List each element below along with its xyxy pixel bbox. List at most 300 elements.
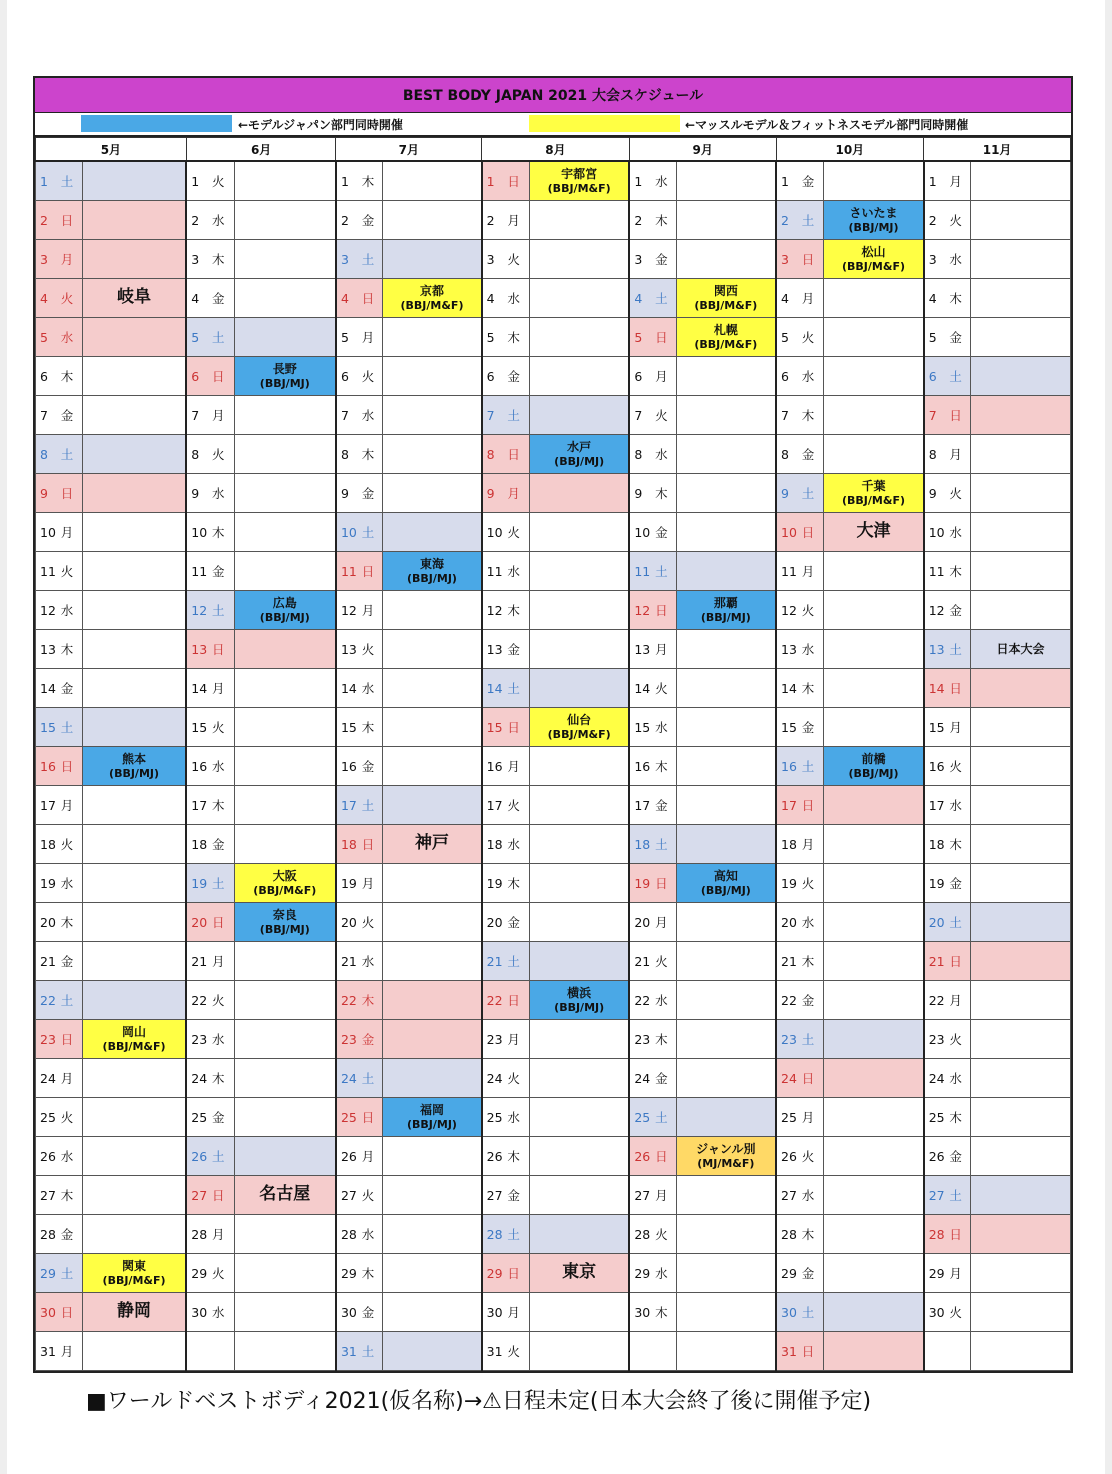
day-number: 2 xyxy=(191,213,200,228)
date-cell xyxy=(629,630,676,669)
date-cell xyxy=(36,161,83,201)
weekday-label: 土 xyxy=(60,720,74,735)
weekday-label: 土 xyxy=(211,330,225,345)
weekday-label: 木 xyxy=(655,759,668,774)
weekday-label: 火 xyxy=(211,174,225,189)
weekday-label: 水 xyxy=(655,1266,668,1281)
event-division: (BBJ/MJ) xyxy=(259,610,310,624)
weekday-label: 土 xyxy=(60,174,74,189)
event-name: 奈良 xyxy=(272,907,297,922)
event-cell xyxy=(234,240,336,279)
date-cell xyxy=(186,903,234,942)
day-number: 12 xyxy=(486,603,503,618)
weekday-label: 木 xyxy=(949,1110,962,1125)
weekday-label: 金 xyxy=(801,174,815,189)
day-number: 16 xyxy=(928,759,945,774)
weekday-label: 月 xyxy=(361,330,375,345)
date-cell xyxy=(186,240,234,279)
day-number: 25 xyxy=(634,1110,651,1125)
event-name: 高知 xyxy=(713,868,738,883)
day-number: 29 xyxy=(191,1266,208,1281)
date-cell xyxy=(776,1254,824,1293)
weekday-label: 月 xyxy=(655,642,668,657)
date-cell xyxy=(482,708,530,747)
event-cell xyxy=(383,474,482,513)
event-cell xyxy=(82,435,186,474)
empty-cell xyxy=(629,1332,676,1371)
day-number: 18 xyxy=(340,837,357,852)
date-cell xyxy=(924,396,971,435)
date-cell xyxy=(336,981,383,1020)
day-number: 14 xyxy=(486,681,503,696)
weekday-label: 火 xyxy=(60,291,74,306)
weekday-label: 水 xyxy=(211,1032,225,1047)
weekday-label: 日 xyxy=(60,1032,74,1047)
date-cell xyxy=(924,864,971,903)
event-division: (BBJ/M&F) xyxy=(694,337,758,351)
date-cell xyxy=(336,1254,383,1293)
day-number: 4 xyxy=(486,291,495,306)
event-cell xyxy=(234,201,336,240)
event-name: 関西 xyxy=(713,283,738,298)
event-cell xyxy=(82,396,186,435)
weekday-label: 金 xyxy=(211,291,225,306)
date-cell xyxy=(776,435,824,474)
weekday-label: 土 xyxy=(361,798,375,813)
event-cell xyxy=(530,201,630,240)
day-number: 26 xyxy=(40,1149,56,1164)
day-number: 1 xyxy=(486,174,495,189)
date-cell xyxy=(482,903,530,942)
weekday-label: 火 xyxy=(60,837,74,852)
day-number: 24 xyxy=(40,1071,56,1086)
date-cell xyxy=(336,161,383,201)
day-number: 7 xyxy=(928,408,937,423)
event-cell xyxy=(234,396,336,435)
date-cell xyxy=(482,435,530,474)
event-cell xyxy=(676,201,776,240)
event-cell xyxy=(530,1254,630,1293)
date-cell xyxy=(924,552,971,591)
date-cell xyxy=(776,1293,824,1332)
weekday-label: 日 xyxy=(507,1266,520,1281)
day-number: 24 xyxy=(340,1071,357,1086)
weekday-label: 月 xyxy=(655,915,668,930)
weekday-label: 木 xyxy=(949,564,962,579)
date-cell xyxy=(36,825,83,864)
day-number: 21 xyxy=(340,954,357,969)
date-cell xyxy=(776,513,824,552)
event-cell xyxy=(82,552,186,591)
event-cell xyxy=(82,357,186,396)
event-division: (BBJ/MJ) xyxy=(554,454,605,468)
date-cell xyxy=(776,981,824,1020)
day-number: 26 xyxy=(781,1149,797,1164)
event-cell xyxy=(971,708,1071,747)
event-cell xyxy=(676,240,776,279)
date-cell xyxy=(629,357,676,396)
event-cell xyxy=(234,1293,336,1332)
event-cell xyxy=(530,161,630,201)
date-cell xyxy=(482,669,530,708)
table-row xyxy=(36,864,1071,903)
day-number: 13 xyxy=(40,642,56,657)
weekday-label: 日 xyxy=(60,486,74,501)
day-number: 27 xyxy=(340,1188,357,1203)
date-cell xyxy=(36,357,83,396)
weekday-label: 日 xyxy=(655,603,668,618)
date-cell xyxy=(36,279,83,318)
weekday-label: 火 xyxy=(801,876,815,891)
event-cell xyxy=(383,318,482,357)
date-cell xyxy=(36,864,83,903)
weekday-label: 土 xyxy=(507,954,520,969)
date-cell xyxy=(186,942,234,981)
event-cell xyxy=(530,1293,630,1332)
date-cell xyxy=(924,1293,971,1332)
day-number: 7 xyxy=(40,408,48,423)
day-number: 3 xyxy=(486,252,495,267)
day-number: 1 xyxy=(634,174,643,189)
event-name: 静岡 xyxy=(117,1301,152,1322)
weekday-label: 月 xyxy=(60,798,74,813)
day-number: 20 xyxy=(486,915,503,930)
day-number: 8 xyxy=(781,447,789,462)
day-number: 6 xyxy=(781,369,789,384)
event-cell xyxy=(383,161,482,201)
event-cell xyxy=(530,942,630,981)
weekday-label: 金 xyxy=(655,252,668,267)
schedule-sheet xyxy=(33,76,1073,1373)
day-number: 2 xyxy=(486,213,495,228)
table-row xyxy=(36,435,1071,474)
day-number: 3 xyxy=(634,252,643,267)
date-cell xyxy=(924,1059,971,1098)
date-cell xyxy=(482,1059,530,1098)
weekday-label: 日 xyxy=(211,642,225,657)
day-number: 25 xyxy=(928,1110,945,1125)
day-number: 29 xyxy=(40,1266,56,1281)
weekday-label: 月 xyxy=(507,213,520,228)
event-division: (BBJ/MJ) xyxy=(848,220,899,234)
event-cell xyxy=(971,1215,1071,1254)
weekday-label: 木 xyxy=(801,1227,815,1242)
date-cell xyxy=(776,357,824,396)
day-number: 8 xyxy=(486,447,495,462)
table-row xyxy=(36,1059,1071,1098)
date-cell xyxy=(482,1176,530,1215)
date-cell xyxy=(36,1176,83,1215)
schedule-table xyxy=(35,137,1071,1371)
date-cell xyxy=(776,591,824,630)
day-number: 21 xyxy=(40,954,56,969)
date-cell xyxy=(776,1059,824,1098)
weekday-label: 水 xyxy=(949,798,962,813)
table-row xyxy=(36,708,1071,747)
weekday-label: 金 xyxy=(361,1032,375,1047)
weekday-label: 月 xyxy=(801,837,815,852)
day-number: 16 xyxy=(340,759,357,774)
weekday-label: 日 xyxy=(211,1188,225,1203)
day-number: 28 xyxy=(781,1227,797,1242)
day-number: 30 xyxy=(634,1305,651,1320)
weekday-label: 土 xyxy=(361,252,375,267)
event-cell xyxy=(383,786,482,825)
weekday-label: 日 xyxy=(60,1305,74,1320)
table-row xyxy=(36,240,1071,279)
day-number: 27 xyxy=(486,1188,503,1203)
day-number: 11 xyxy=(634,564,651,579)
day-number: 7 xyxy=(781,408,789,423)
event-cell xyxy=(383,669,482,708)
weekday-label: 水 xyxy=(801,915,815,930)
day-number: 12 xyxy=(634,603,651,618)
weekday-label: 木 xyxy=(507,876,520,891)
weekday-label: 日 xyxy=(655,876,668,891)
weekday-label: 金 xyxy=(949,330,962,345)
event-name: 東京 xyxy=(562,1262,597,1283)
empty-cell xyxy=(971,1332,1071,1371)
event-cell xyxy=(383,630,482,669)
table-row xyxy=(36,1098,1071,1137)
month-header: 11月 xyxy=(924,138,1071,162)
weekday-label: 月 xyxy=(801,291,815,306)
weekday-label: 金 xyxy=(361,486,375,501)
event-cell xyxy=(383,1215,482,1254)
day-number: 4 xyxy=(340,291,349,306)
weekday-label: 土 xyxy=(949,642,962,657)
day-number: 25 xyxy=(191,1110,208,1125)
day-number: 19 xyxy=(928,876,945,891)
weekday-label: 金 xyxy=(60,681,74,696)
event-cell xyxy=(676,630,776,669)
weekday-label: 月 xyxy=(211,681,225,696)
weekday-label: 月 xyxy=(361,1149,375,1164)
date-cell xyxy=(36,396,83,435)
date-cell xyxy=(186,279,234,318)
day-number: 24 xyxy=(634,1071,651,1086)
day-number: 19 xyxy=(486,876,503,891)
weekday-label: 水 xyxy=(655,447,668,462)
day-number: 28 xyxy=(40,1227,56,1242)
event-cell xyxy=(234,1098,336,1137)
date-cell xyxy=(776,1098,824,1137)
weekday-label: 土 xyxy=(655,291,668,306)
event-cell xyxy=(530,552,630,591)
date-cell xyxy=(924,279,971,318)
day-number: 26 xyxy=(191,1149,208,1164)
weekday-label: 火 xyxy=(801,1149,815,1164)
day-number: 23 xyxy=(40,1032,56,1047)
weekday-label: 火 xyxy=(361,642,375,657)
weekday-label: 金 xyxy=(211,837,225,852)
weekday-label: 月 xyxy=(949,720,962,735)
weekday-label: 月 xyxy=(60,1344,74,1359)
table-row xyxy=(36,1020,1071,1059)
event-cell xyxy=(676,747,776,786)
date-cell xyxy=(482,981,530,1020)
date-cell xyxy=(336,201,383,240)
day-number: 2 xyxy=(340,213,349,228)
day-number: 9 xyxy=(634,486,643,501)
date-cell xyxy=(36,552,83,591)
event-cell xyxy=(971,513,1071,552)
day-number: 1 xyxy=(191,174,200,189)
date-cell xyxy=(629,1137,676,1176)
date-cell xyxy=(482,201,530,240)
date-cell xyxy=(776,786,824,825)
event-cell xyxy=(824,1137,924,1176)
event-cell xyxy=(82,240,186,279)
date-cell xyxy=(36,747,83,786)
day-number: 27 xyxy=(191,1188,208,1203)
date-cell xyxy=(186,1098,234,1137)
weekday-label: 水 xyxy=(60,603,74,618)
weekday-label: 土 xyxy=(801,1032,815,1047)
event-cell xyxy=(971,357,1071,396)
event-cell xyxy=(971,981,1071,1020)
day-number: 5 xyxy=(634,330,643,345)
table-row xyxy=(36,1254,1071,1293)
event-cell xyxy=(383,1059,482,1098)
day-number: 13 xyxy=(486,642,503,657)
event-cell xyxy=(824,1254,924,1293)
event-cell xyxy=(824,708,924,747)
date-cell xyxy=(36,591,83,630)
weekday-label: 月 xyxy=(60,1071,74,1086)
date-cell xyxy=(776,942,824,981)
day-number: 23 xyxy=(634,1032,651,1047)
event-name: 熊本 xyxy=(122,751,147,766)
event-cell xyxy=(971,161,1071,201)
day-number: 29 xyxy=(781,1266,797,1281)
event-name: 大津 xyxy=(856,521,891,542)
event-cell xyxy=(82,1254,186,1293)
weekday-label: 日 xyxy=(801,1071,815,1086)
weekday-label: 金 xyxy=(801,1266,815,1281)
day-number: 31 xyxy=(486,1344,503,1359)
date-cell xyxy=(629,552,676,591)
event-cell xyxy=(383,903,482,942)
weekday-label: 土 xyxy=(60,1266,74,1281)
event-cell xyxy=(824,591,924,630)
event-cell xyxy=(824,552,924,591)
date-cell xyxy=(629,201,676,240)
date-cell xyxy=(629,161,676,201)
weekday-label: 木 xyxy=(60,915,74,930)
day-number: 30 xyxy=(191,1305,208,1320)
day-number: 19 xyxy=(781,876,797,891)
day-number: 30 xyxy=(40,1305,56,1320)
day-number: 20 xyxy=(928,915,945,930)
weekday-label: 水 xyxy=(507,564,520,579)
weekday-label: 土 xyxy=(801,486,815,501)
event-cell xyxy=(530,1059,630,1098)
event-cell xyxy=(971,864,1071,903)
weekday-label: 日 xyxy=(60,759,74,774)
day-number: 6 xyxy=(634,369,643,384)
weekday-label: 金 xyxy=(211,1110,225,1125)
event-name: 仙台 xyxy=(567,712,592,727)
event-cell xyxy=(234,864,336,903)
event-division: (MJ/M&F) xyxy=(697,1156,755,1170)
date-cell xyxy=(776,630,824,669)
day-number: 18 xyxy=(486,837,503,852)
date-cell xyxy=(924,669,971,708)
event-cell xyxy=(82,474,186,513)
day-number: 27 xyxy=(928,1188,945,1203)
table-row xyxy=(36,786,1071,825)
event-cell xyxy=(383,357,482,396)
event-cell xyxy=(82,1215,186,1254)
date-cell xyxy=(186,552,234,591)
event-cell xyxy=(971,591,1071,630)
weekday-label: 日 xyxy=(361,291,375,306)
event-cell xyxy=(824,786,924,825)
day-number: 8 xyxy=(191,447,200,462)
day-number: 20 xyxy=(191,915,208,930)
date-cell xyxy=(629,318,676,357)
date-cell xyxy=(482,1254,530,1293)
date-cell xyxy=(629,1059,676,1098)
event-cell xyxy=(234,708,336,747)
date-cell xyxy=(336,1137,383,1176)
day-number: 11 xyxy=(486,564,503,579)
day-number: 22 xyxy=(191,993,208,1008)
date-cell xyxy=(482,1293,530,1332)
date-cell xyxy=(629,786,676,825)
date-cell xyxy=(629,747,676,786)
date-cell xyxy=(924,1020,971,1059)
day-number: 10 xyxy=(40,525,56,540)
event-cell xyxy=(676,357,776,396)
date-cell xyxy=(36,1215,83,1254)
table-row xyxy=(36,1176,1071,1215)
day-number: 28 xyxy=(928,1227,945,1242)
event-cell xyxy=(383,864,482,903)
weekday-label: 日 xyxy=(507,174,520,189)
weekday-label: 水 xyxy=(361,681,375,696)
event-name: 水戸 xyxy=(567,439,592,454)
weekday-label: 木 xyxy=(361,447,375,462)
event-division: (BBJ/MJ) xyxy=(700,883,751,897)
weekday-label: 土 xyxy=(211,1149,225,1164)
event-cell xyxy=(383,1137,482,1176)
page-edge-left xyxy=(0,0,7,1474)
weekday-label: 水 xyxy=(361,954,375,969)
day-number: 17 xyxy=(486,798,503,813)
day-number: 20 xyxy=(781,915,797,930)
date-cell xyxy=(924,825,971,864)
day-number: 4 xyxy=(928,291,937,306)
weekday-label: 土 xyxy=(60,993,74,1008)
weekday-label: 金 xyxy=(60,408,74,423)
event-cell xyxy=(530,318,630,357)
day-number: 15 xyxy=(634,720,651,735)
weekday-label: 火 xyxy=(507,1071,520,1086)
weekday-label: 金 xyxy=(801,447,815,462)
event-name: 那覇 xyxy=(713,595,738,610)
date-cell xyxy=(629,240,676,279)
date-cell xyxy=(776,864,824,903)
weekday-label: 土 xyxy=(507,1227,520,1242)
weekday-label: 月 xyxy=(507,1032,520,1047)
date-cell xyxy=(629,864,676,903)
event-cell xyxy=(676,161,776,201)
weekday-label: 木 xyxy=(60,642,74,657)
weekday-label: 火 xyxy=(507,252,520,267)
event-cell xyxy=(82,825,186,864)
